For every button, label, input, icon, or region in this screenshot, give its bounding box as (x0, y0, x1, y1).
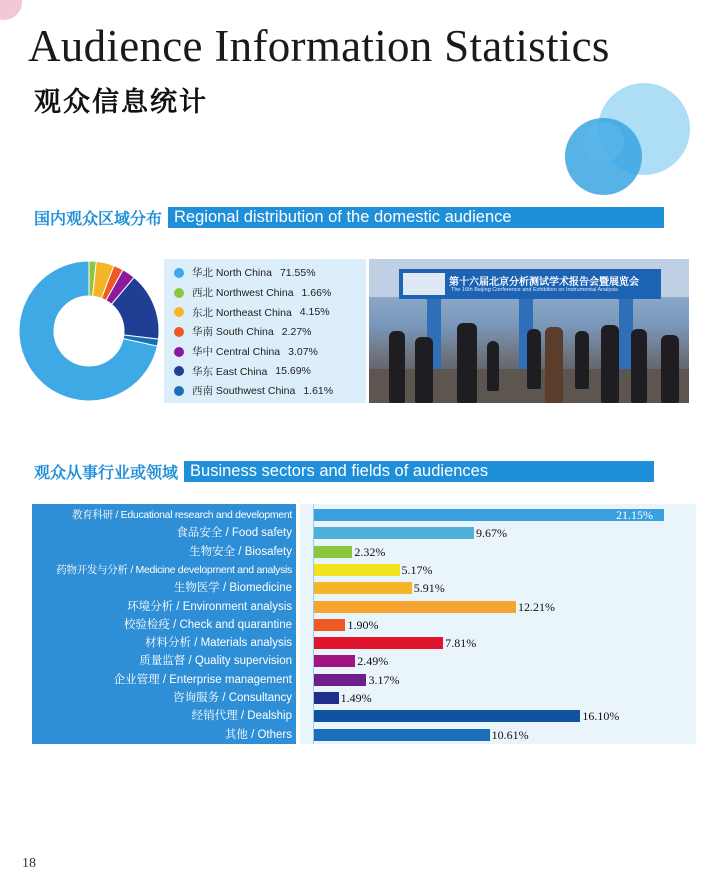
section-header-regional (34, 206, 664, 228)
legend-dot-icon (174, 268, 184, 278)
legend-label: 华东 East China (192, 365, 268, 378)
regional-legend (164, 259, 366, 403)
bar (314, 619, 345, 631)
bar-value-label: 2.32% (354, 544, 386, 559)
donut-chart-svg (18, 260, 160, 402)
bar (314, 564, 400, 576)
photo-person (631, 329, 647, 403)
bar (314, 582, 412, 594)
photo-person (661, 335, 679, 403)
bar-value-label: 3.17% (368, 672, 400, 687)
legend-label: 华北 North China (192, 267, 272, 280)
bar-category-label: 药物开发与分析 / Medicine development and analysis (56, 563, 292, 576)
legend-dot-icon (174, 366, 184, 376)
legend-item (174, 342, 366, 362)
photo-banner-logo (403, 273, 445, 295)
section-title-en: Regional distribution of the domestic audience (168, 207, 664, 228)
legend-label: 华南 South China (192, 326, 274, 339)
section-title-en: Business sectors and fields of audiences (184, 461, 654, 482)
photo-banner-text-cn: 第十六届北京分析测试学术报告会暨展览会 (449, 277, 639, 288)
legend-value: 2.27% (281, 325, 312, 338)
legend-item (174, 381, 366, 401)
bar-category-label: 校验检疫 / Check and quarantine (123, 618, 292, 631)
legend-label: 西南 Southwest China (192, 385, 296, 398)
bar-value-label: 7.81% (445, 636, 477, 651)
bar (314, 509, 664, 521)
legend-value: 3.07% (288, 345, 318, 358)
bar-category-label: 咨询服务 / Consultancy (173, 692, 292, 704)
bar-value-label: 2.49% (357, 654, 389, 669)
bar-category-label: 企业管理 / Enterprise management (113, 673, 292, 686)
bar-value-label: 21.15% (616, 508, 653, 522)
legend-dot-icon (174, 347, 184, 357)
regional-donut-chart (18, 260, 160, 402)
bar-value-label: 12.21% (518, 599, 556, 614)
legend-value: 15.69% (275, 365, 311, 378)
legend-dot-icon (174, 288, 184, 298)
bar-category-label: 食品安全 / Food safety (176, 527, 292, 540)
photo-person (601, 325, 619, 403)
photo-person (545, 327, 563, 403)
bar (314, 601, 516, 613)
legend-label: 西北 Northwest China (192, 287, 294, 300)
legend-item (174, 322, 366, 342)
bar-value-label: 16.10% (582, 709, 620, 724)
bar (314, 655, 355, 667)
bar-value-label: 1.90% (347, 617, 379, 632)
bar-category-label: 教育科研 / Educational research and development (72, 509, 292, 521)
photo-person (457, 323, 477, 403)
bar-category-label: 生物医学 / Biomedicine (173, 582, 292, 595)
page-number: 18 (22, 856, 36, 871)
corner-decoration (0, 0, 22, 20)
legend-item (174, 302, 366, 322)
legend-dot-icon (174, 386, 184, 396)
legend-value: 71.55% (279, 266, 316, 279)
page-title-cn: 观众信息统计 (34, 87, 208, 117)
legend-value: 1.61% (303, 384, 334, 397)
photo-person (415, 337, 433, 403)
bar (314, 710, 580, 722)
legend-dot-icon (174, 307, 184, 317)
legend-label: 东北 Northeast China (192, 306, 292, 319)
photo-person (575, 331, 589, 389)
bar-category-label: 经销代理 / Dealship (191, 710, 292, 723)
photo-person (389, 331, 405, 403)
bar-category-label: 生物安全 / Biosafety (189, 545, 292, 558)
decorative-circle-small (584, 122, 624, 162)
bar (314, 692, 339, 704)
section-header-business (34, 460, 654, 482)
bar-value-label: 5.91% (413, 581, 445, 596)
bar (314, 546, 352, 558)
legend-value: 4.15% (299, 306, 330, 319)
bar (314, 637, 443, 649)
bar (314, 674, 366, 686)
legend-value: 1.66% (301, 286, 332, 299)
photo-banner-text-en: The 16th Beijing Conference and Exhibition on Instrumental Analysis (451, 287, 618, 293)
legend-item (174, 263, 366, 283)
bar-value-label: 9.67% (476, 526, 508, 541)
bar-category-label: 环境分析 / Environment analysis (127, 600, 292, 613)
photo-person (527, 329, 541, 389)
bar-category-label: 质量监督 / Quality supervision (139, 655, 292, 668)
bar-value-label: 1.49% (340, 691, 372, 705)
section-title-cn: 观众从事行业或领域 (34, 464, 179, 482)
bar-category-label: 材料分析 / Materials analysis (145, 637, 292, 650)
legend-label: 华中 Central China (192, 346, 281, 359)
photo-person (487, 341, 499, 391)
bar (314, 527, 474, 539)
page-title-en: Audience Information Statistics (28, 21, 610, 71)
legend-dot-icon (174, 327, 184, 337)
bar-value-label: 10.61% (491, 727, 529, 742)
bar-value-label: 5.17% (401, 562, 433, 577)
bar (314, 729, 490, 741)
legend-item (174, 361, 366, 381)
exhibition-photo (369, 259, 689, 403)
bar-category-label: 其他 / Others (224, 728, 292, 741)
section-title-cn: 国内观众区域分布 (34, 210, 163, 228)
legend-item (174, 283, 366, 303)
